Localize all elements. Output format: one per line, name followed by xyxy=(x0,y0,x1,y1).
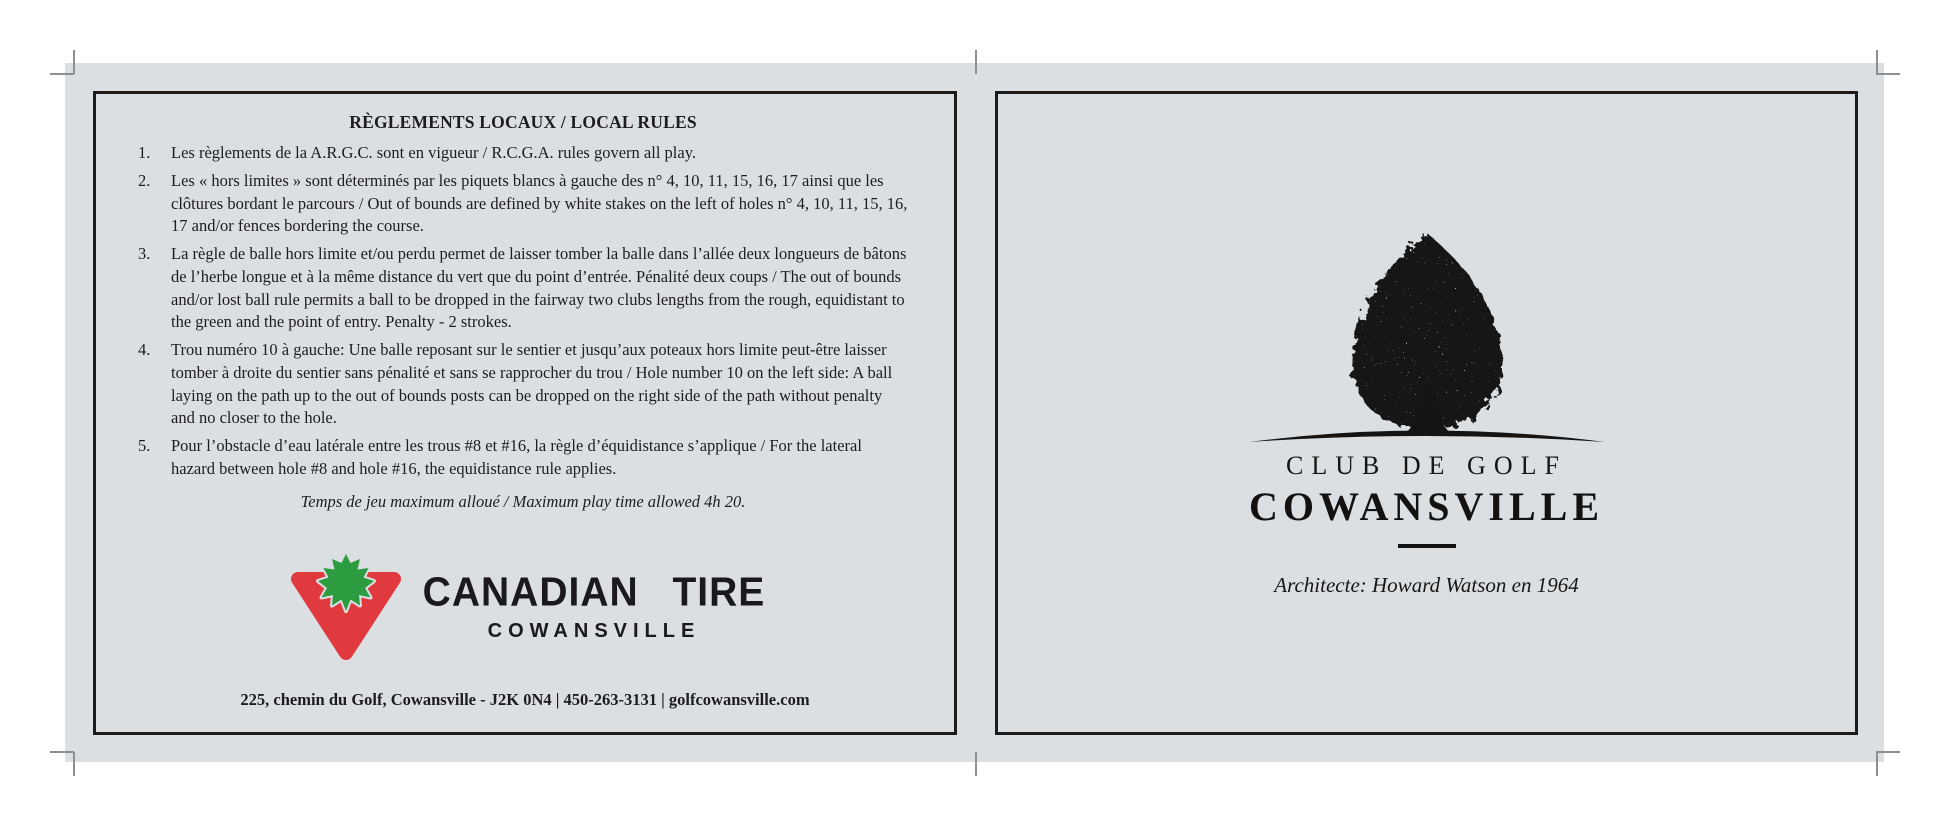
crop-mark-top-right-v xyxy=(1876,50,1878,74)
canadian-tire-logo-icon xyxy=(285,552,407,662)
rule-text: Les règlements de la A.R.G.C. sont en vigueur / R.C.G.A. rules govern all play. xyxy=(171,143,697,162)
rule-number: 5. xyxy=(138,436,151,456)
local-rules-panel xyxy=(93,91,957,735)
rule-item xyxy=(138,339,908,430)
tree-ground-swoosh xyxy=(1249,431,1605,443)
crop-mark-bottom-left-v xyxy=(73,752,75,776)
crop-mark-bottom-left-h xyxy=(50,751,74,753)
crop-mark-bottom-right-v xyxy=(1876,752,1878,776)
rule-item xyxy=(138,243,908,334)
rule-text: Les « hors limites » sont déterminés par les piquets blancs à gauche des n° 4, 10, 11, 15, 16, 17 ainsi que les clôtures bordant le parcours / Out of bounds are defined by white stakes on the left of holes n° 4, 10, 11, 15, 16, 17 and/or fences bordering the course. xyxy=(171,170,908,236)
crop-mark-top-left-h xyxy=(50,73,74,75)
local-rules-list xyxy=(138,142,908,481)
rules-title: RÈGLEMENTS LOCAUX / LOCAL RULES xyxy=(349,112,697,132)
rule-number: 3. xyxy=(138,244,151,264)
sponsor-location: COWANSVILLE xyxy=(487,620,701,642)
crop-mark-top-right-h xyxy=(1876,73,1900,75)
rule-item xyxy=(138,170,908,238)
crop-mark-top-center xyxy=(975,50,977,74)
sponsor-wordmark: CANADIAN TIRE xyxy=(422,569,766,616)
crop-mark-bottom-center xyxy=(975,752,977,776)
club-divider xyxy=(1398,544,1456,548)
sponsor-text xyxy=(423,571,766,643)
club-name-line2: COWANSVILLE xyxy=(1248,484,1605,529)
crop-mark-top-left-v xyxy=(73,50,75,74)
rule-item xyxy=(138,142,908,165)
crop-mark-bottom-right-h xyxy=(1876,751,1900,753)
rule-text: La règle de balle hors limite et/ou perdu permet de laisser tomber la balle dans l’allée deux longueurs de bâtons de l’herbe longue et à la même distance du vert que du point d’entrée. Pénalité deux coups / The out of bounds and/or lost ball rule permits a ball to be dropped in the fairway two clubs lengths from the rough, equidistant to the green and the point of entry. Penalty - 2 strokes. xyxy=(171,244,907,332)
rule-text: Trou numéro 10 à gauche: Une balle reposant sur le sentier et jusqu’aux poteaux hors limite peut-être laisser tomber à droite du sentier sans pénalité et sans se rapprocher du trou / Hole number 10 on the left side: A ball laying on the path up to the out of bounds posts can be dropped on the right side of the path without penalty and no closer to the hole. xyxy=(171,340,893,428)
tree-logo-icon xyxy=(1237,221,1617,447)
club-logo-panel xyxy=(995,91,1858,735)
rule-number: 1. xyxy=(138,143,151,162)
rule-number: 2. xyxy=(138,170,151,190)
sponsor-logo-block xyxy=(96,552,954,662)
architect-note: Architecte: Howard Watson en 1964 xyxy=(1274,573,1579,597)
rule-item xyxy=(138,435,908,481)
rule-text: Pour l’obstacle d’eau latérale entre les trous #8 et #16, la règle d’équidistance s’applique / For the lateral hazard between hole #8 and hole #16, the equidistance rule applies. xyxy=(171,436,862,478)
rule-number: 4. xyxy=(138,340,151,360)
club-name-line1: CLUB DE GOLF xyxy=(1286,451,1567,480)
address-footer: 225, chemin du Golf, Cowansville - J2K 0N4 | 450-263-3131 | golfcowansville.com xyxy=(240,690,810,709)
max-play-time-note: Temps de jeu maximum alloué / Maximum play time allowed 4h 20. xyxy=(300,491,746,511)
